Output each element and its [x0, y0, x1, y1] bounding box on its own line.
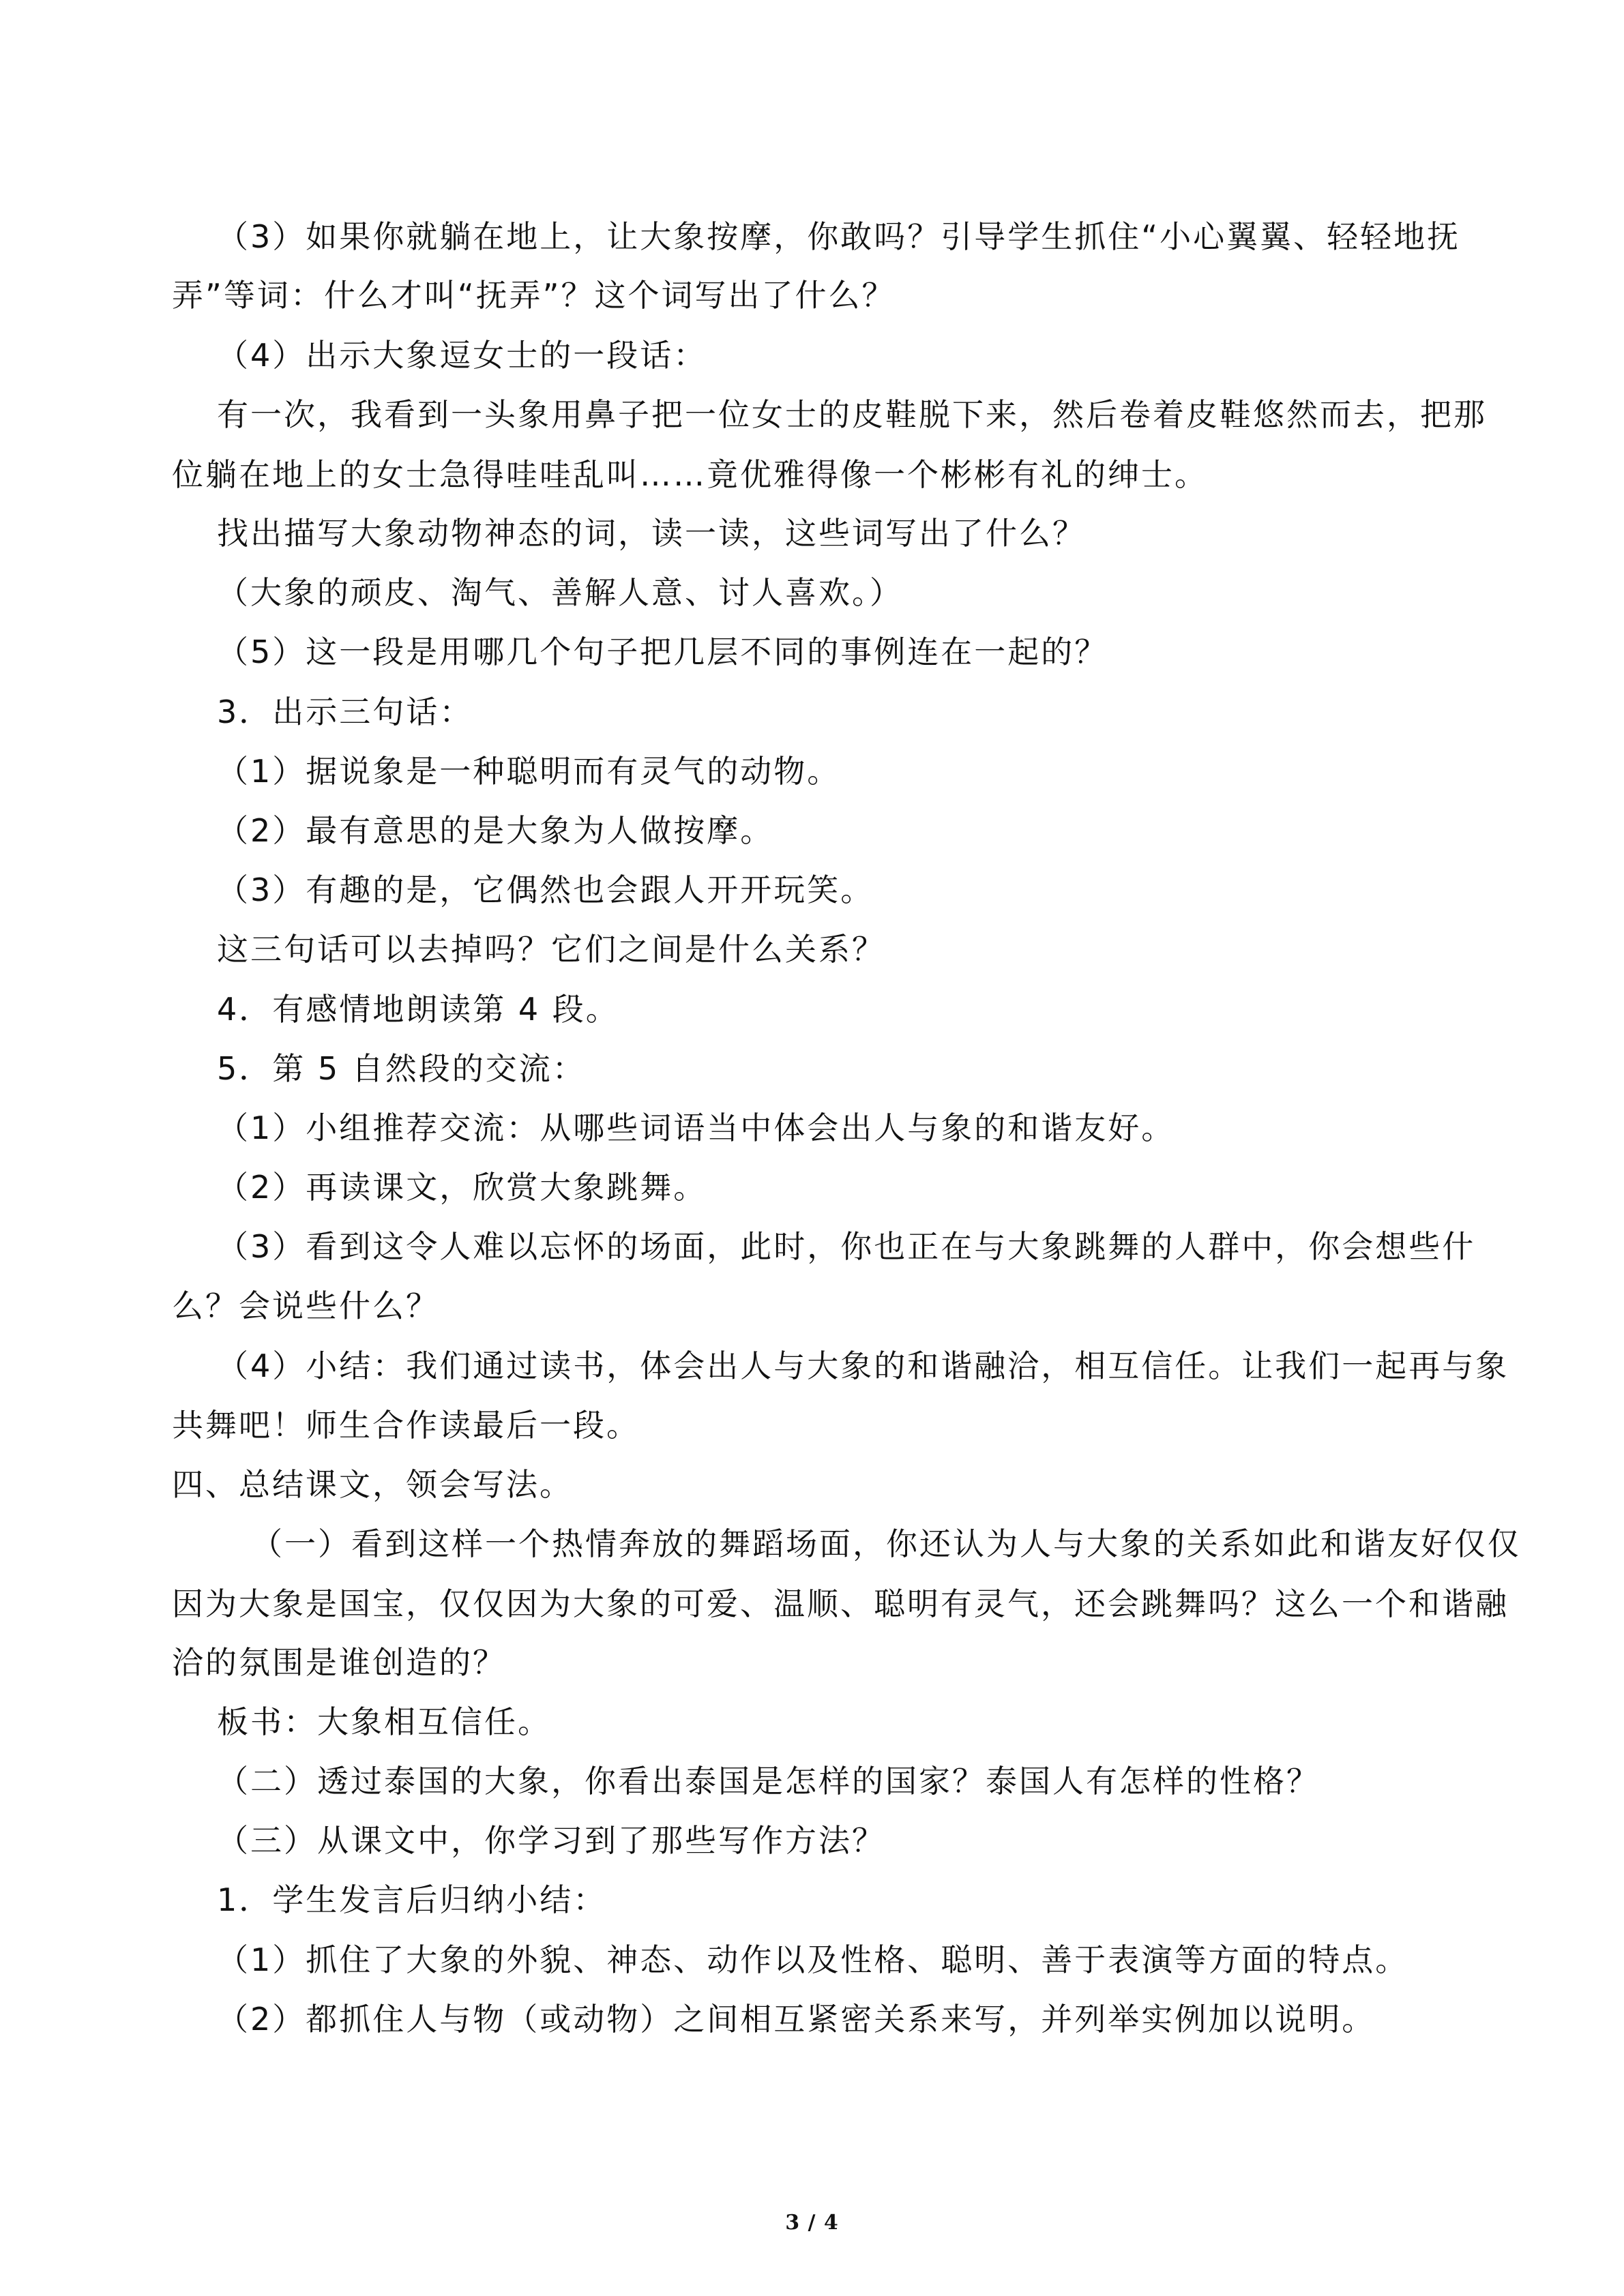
text-line: （4）小结：我们通过读书，体会出人与大象的和谐融洽，相互信任。让我们一起再与象 [217, 1347, 1509, 1384]
text-line: （5）这一段是用哪几个句子把几层不同的事例连在一起的？ [217, 633, 1108, 670]
text-line: 板书：大象相互信任。 [217, 1703, 551, 1740]
text-line: （4）出示大象逗女士的一段话： [217, 337, 707, 374]
text-line: （1）据说象是一种聪明而有灵气的动物。 [217, 753, 841, 790]
page-number: 3 / 4 [785, 2211, 839, 2235]
text-line: （1）抓住了大象的外貌、神态、动作以及性格、聪明、善于表演等方面的特点。 [217, 1941, 1409, 1978]
text-line: 洽的氛围是谁创造的？ [172, 1644, 506, 1681]
text-line: （1）小组推荐交流：从哪些词语当中体会出人与象的和谐友好。 [217, 1109, 1175, 1146]
text-line: 共舞吧！师生合作读最后一段。 [172, 1407, 640, 1444]
text-line: 弄”等词：什么才叫“抚弄”？这个词写出了什么？ [172, 277, 896, 314]
text-line: （2）最有意思的是大象为人做按摩。 [217, 812, 774, 849]
text-line: 位躺在地上的女士急得哇哇乱叫……竟优雅得像一个彬彬有礼的绅士。 [172, 456, 1208, 493]
text-line: 找出描写大象动物神态的词，读一读，这些词写出了什么？ [217, 515, 1086, 552]
text-line: 4．有感情地朗读第 4 段。 [217, 991, 619, 1028]
text-line: （2）都抓住人与物（或动物）之间相互紧密关系来写，并列举实例加以说明。 [217, 2001, 1376, 2038]
text-line: （大象的顽皮、淘气、善解人意、讨人喜欢。） [217, 574, 903, 611]
text-line: 1．学生发言后归纳小结： [217, 1881, 607, 1918]
text-line: 3．出示三句话： [217, 694, 473, 730]
text-line: （3）有趣的是，它偶然也会跟人开开玩笑。 [217, 871, 874, 908]
text-line: （3）看到这令人难以忘怀的场面，此时，你也正在与大象跳舞的人群中，你会想些什 [217, 1228, 1476, 1265]
text-line: 5．第 5 自然段的交流： [217, 1050, 586, 1087]
text-line: （2）再读课文，欣赏大象跳舞。 [217, 1169, 707, 1206]
text-line: （二）透过泰国的大象，你看出泰国是怎样的国家？泰国人有怎样的性格？ [217, 1763, 1320, 1800]
text-line: 这三句话可以去掉吗？它们之间是什么关系？ [217, 931, 885, 968]
section-heading: 四、总结课文，领会写法。 [172, 1466, 573, 1503]
text-line: 有一次，我看到一头象用鼻子把一位女士的皮鞋脱下来，然后卷着皮鞋悠然而去，把那 [217, 396, 1487, 433]
text-line: （一）看到这样一个热情奔放的舞蹈场面，你还认为人与大象的关系如此和谐友好仅仅 [251, 1525, 1521, 1562]
text-line: （3）如果你就躺在地上，让大象按摩，你敢吗？引导学生抓住“小心翼翼、轻轻地抚 [217, 218, 1461, 255]
text-line: 么？会说些什么？ [172, 1287, 439, 1324]
text-line: 因为大象是国宝，仅仅因为大象的可爱、温顺、聪明有灵气，还会跳舞吗？这么一个和谐融 [172, 1585, 1509, 1622]
text-line: （三）从课文中，你学习到了那些写作方法？ [217, 1822, 885, 1859]
